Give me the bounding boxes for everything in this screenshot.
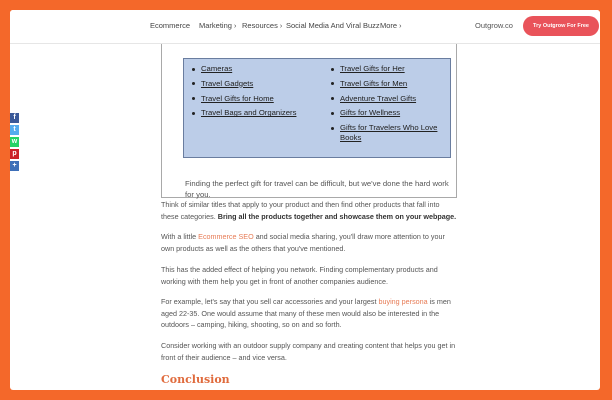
nav-brand-link[interactable]: Outgrow.co: [475, 21, 513, 30]
gift-link[interactable]: Travel Gifts for Home: [190, 94, 320, 104]
nav-social-media[interactable]: [286, 21, 380, 30]
article-paragraph: Consider working with an outdoor supply company and creating content that helps you get in front of their audience – and vice versa.: [161, 341, 456, 362]
article-paragraph: [161, 231, 459, 254]
paragraph-text: With a little: [161, 232, 197, 241]
try-free-button[interactable]: Try Outgrow For Free: [523, 16, 599, 36]
paragraph-text: Think of similar titles that apply to your product and then find other products that fall into these categories.: [161, 200, 440, 221]
gift-link[interactable]: Travel Gadgets: [190, 79, 320, 89]
gift-link[interactable]: Travel Gifts for Her: [329, 64, 447, 74]
nav-label: Social Media And Viral Buzz: [286, 21, 380, 30]
whatsapp-share-icon[interactable]: w: [11, 138, 18, 145]
ecommerce-seo-link[interactable]: Ecommerce SEO: [198, 232, 254, 241]
article-paragraph: [161, 296, 459, 331]
nav-label: Ecommerce: [150, 21, 191, 30]
gift-links-box: [161, 44, 457, 198]
chevron-right-icon: ›: [279, 23, 283, 30]
top-navigation: [10, 10, 600, 44]
nav-resources[interactable]: [242, 21, 282, 30]
pinterest-share-icon[interactable]: p: [10, 149, 19, 159]
gift-link[interactable]: Gifts for Travelers Who Love Books: [329, 123, 447, 142]
paragraph-text: is men aged 22-35. One would assume that many of these men would also be interested in the outdoors – camping, hiking, shooting, so on and so forth.: [161, 297, 451, 330]
more-share-icon[interactable]: +: [10, 161, 19, 171]
gift-links-panel: [183, 58, 451, 158]
nav-more[interactable]: [380, 21, 401, 30]
gift-link[interactable]: Adventure Travel Gifts: [329, 94, 447, 104]
browser-page: [10, 10, 600, 390]
buying-persona-link[interactable]: buying persona: [378, 297, 428, 306]
gift-link[interactable]: Cameras: [190, 64, 320, 74]
nav-label: Marketing: [199, 21, 232, 30]
twitter-share-icon[interactable]: t: [10, 125, 19, 135]
nav-ecommerce[interactable]: [150, 21, 190, 30]
nav-label: More: [380, 21, 398, 30]
paragraph-bold-text: Bring all the products together and showcase them on your webpage.: [217, 211, 457, 221]
gift-link[interactable]: Travel Bags and Organizers: [190, 108, 320, 118]
chevron-right-icon: ›: [233, 23, 237, 30]
paragraph-text: For example, let's say that you sell car accessories and your largest: [161, 297, 377, 306]
section-heading: Conclusion: [161, 373, 230, 386]
facebook-share-icon[interactable]: f: [10, 113, 19, 123]
gift-links-right: [329, 64, 447, 148]
paragraph-text: and social media sharing, you'll draw more attention to your own products as well as the others that you've mentioned.: [161, 232, 445, 253]
article-paragraph: This has the added effect of helping you network. Finding complementary products and working with them help you get in front of another companies audience.: [161, 265, 438, 286]
chevron-right-icon: ›: [399, 23, 402, 30]
gift-link[interactable]: Gifts for Wellness: [329, 108, 447, 118]
article-paragraph: [161, 199, 459, 222]
gift-link[interactable]: Travel Gifts for Men: [329, 79, 447, 89]
nav-label: Resources: [242, 21, 278, 30]
nav-marketing[interactable]: [199, 21, 236, 30]
gift-links-left: [190, 64, 320, 123]
gift-box-caption: Finding the perfect gift for travel can be difficult, but we've done the hard work for you.: [185, 178, 449, 200]
